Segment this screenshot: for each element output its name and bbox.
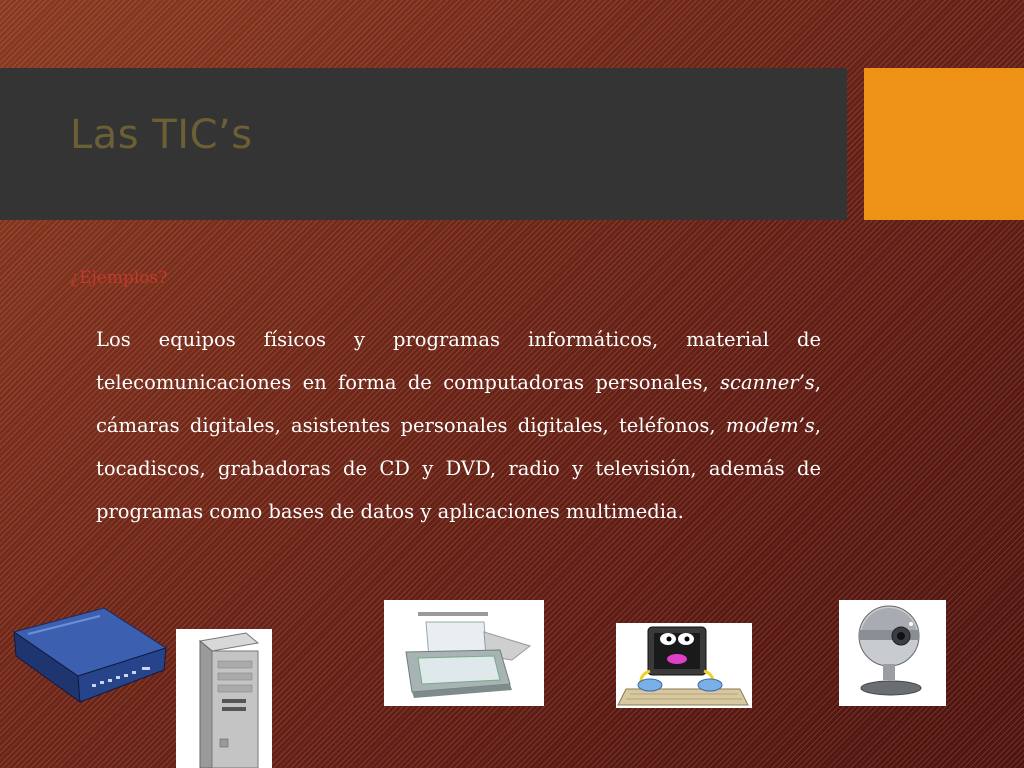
slide-subheading: ¿Ejemplos? xyxy=(70,268,168,288)
accent-block xyxy=(864,68,1024,220)
pc-tower-image xyxy=(176,629,272,768)
body-text-part-2: , cámaras digitales, asistentes personales digitales, teléfonos, xyxy=(96,371,821,437)
webcam-image xyxy=(839,600,946,706)
animated-computer-image xyxy=(616,623,752,708)
body-text-italic-modems: modem’s xyxy=(725,414,815,437)
body-text-part-1: Los equipos físicos y programas informáticos, material de telecomunicaciones en forma de computadoras personales, xyxy=(96,328,821,394)
scanner-image xyxy=(384,600,544,706)
body-text-part-3: , tocadiscos, grabadoras de CD y DVD, radio y televisión, además de programas como bases de datos y aplicaciones multimedia. xyxy=(96,414,821,523)
slide-body-text xyxy=(96,318,821,533)
slide-title: Las TIC’s xyxy=(70,112,253,158)
body-text-italic-scanners: scanner’s xyxy=(720,371,815,394)
modem-image xyxy=(8,604,168,708)
